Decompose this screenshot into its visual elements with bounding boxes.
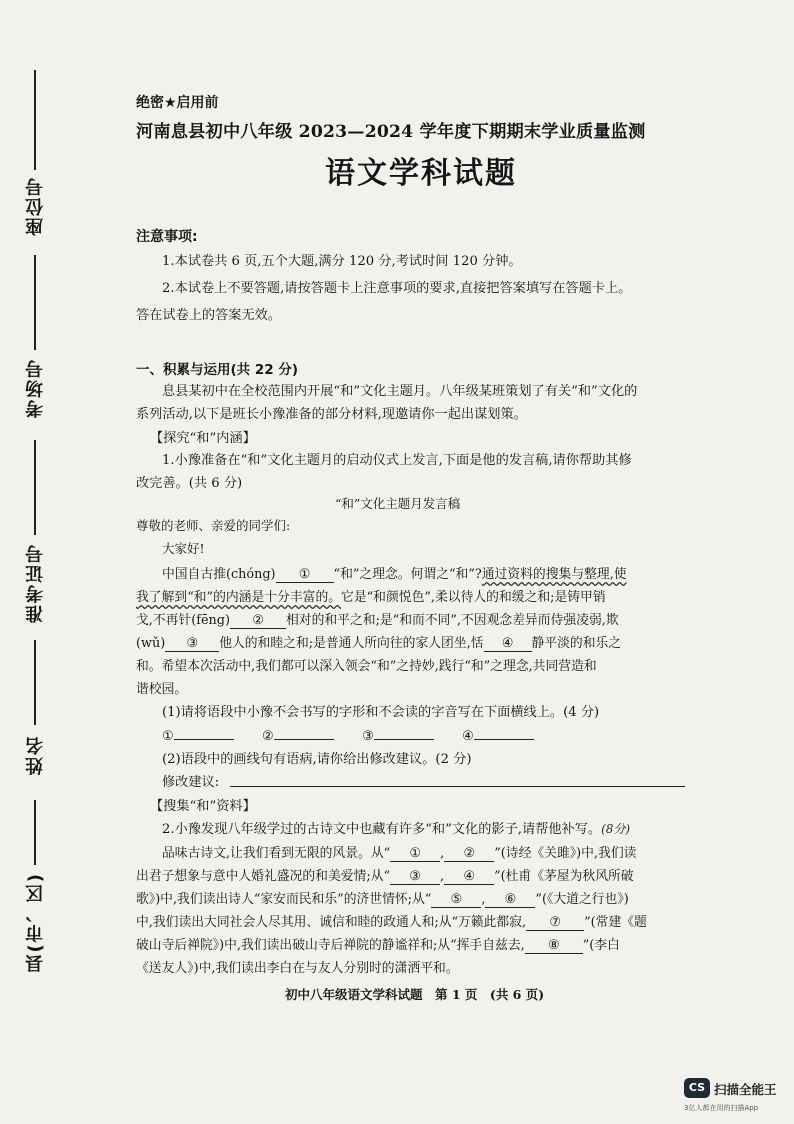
poem-text: ”(常建《题 [584,915,647,930]
comma: , [481,892,486,907]
answer-label-3: ③ [362,729,374,744]
answer-label-2: ② [262,729,274,744]
poem-text: 品味古诗文,让我们看到无限的风景。从“ [162,846,391,861]
blank-2: ② [230,613,286,629]
poem-text: 出君子想象与意中人婚礼盛况的和美爱情;从“ [136,869,390,884]
blank-4: ④ [484,636,532,652]
camscanner-tagline: 3亿人都在用的扫描App [684,1104,759,1112]
exam-room-label: 考场号 [25,358,46,418]
underlined-sentence: 通过资料的搜集与整理,使 [481,567,627,582]
answer-blank-4[interactable] [474,725,534,740]
sub-question-1: (1)请将语段中小豫不会书写的字形和不会读的字音写在下面横线上。(4 分) [162,705,600,720]
speech-text: “和”之理念。何谓之“和”? [333,567,482,582]
sub-question-2: (2)语段中的画线句有语病,请你给出修改建议。(2 分) [162,752,472,767]
intro-line-1: 息县某初中在全校范围内开展“和”文化主题月。八年级某班策划了有关“和”文化的 [162,384,638,399]
poem-text: ”(李白 [582,938,620,953]
speech-line-6: 谐校园。 [136,682,188,697]
poem-text: ”(诗经《关雎》)中,我们读 [494,846,637,861]
underlined-sentence: 我了解到“和”的内涵是十分丰富的。 [136,590,342,605]
answer-label-1: ① [162,729,174,744]
poem-blank-6: ⑥ [485,892,535,908]
blank-1: ① [276,567,334,583]
suggestion-line[interactable] [230,786,685,787]
poem-blank-3: ③ [390,869,440,885]
poem-blank-5: ⑤ [431,892,481,908]
note-3: 答在试卷上的答案无效。 [136,308,282,323]
section-heading: 一、积累与运用(共 22 分) [136,362,299,378]
poem-text: ”(杜甫《茅屋为秋风所破 [494,869,634,884]
question-1-line-1: 1.小豫准备在“和”文化主题月的启动仪式上发言,下面是他的发言稿,请你帮助其修 [162,453,632,468]
poem-line-5 [136,934,620,954]
county-line [34,800,36,865]
exam-title: 河南息县初中八年级 2023—2024 学年度下期期末学业质量监测 [136,122,646,142]
poem-line-2 [136,865,634,885]
poem-line-1 [162,842,636,862]
question-2 [162,818,630,837]
poem-line-4 [136,911,647,931]
poem-text: 破山寺后禅院》)中,我们读出破山寺后禅院的静谧祥和;从“挥手自兹去, [136,938,525,953]
answer-label-4: ④ [462,729,474,744]
comma: , [440,869,445,884]
page-footer: 初中八年级语文学科试题 第 1 页 (共 6 页) [285,987,545,1002]
speech-text: 他人的和睦之和;是普通人所向往的家人团坐,恬 [219,636,484,651]
poem-line-3 [136,888,629,908]
speech-line-2 [136,586,606,605]
poem-blank-1: ① [390,846,440,862]
poem-blank-8: ⑧ [525,938,583,954]
room-line [34,255,36,350]
speech-title: “和”文化主题月发言稿 [335,496,461,511]
student-name-label: 姓名 [25,735,46,775]
question-1-line-2: 改完善。(共 6 分) [136,476,243,491]
ticket-line [34,440,36,535]
answer-blank-3[interactable] [374,725,434,740]
poem-blank-7: ⑦ [526,915,584,931]
speech-text: 它是“和颜悦色”,柔以待人的和缓之和;是铸甲销 [341,590,606,605]
answer-blank-1[interactable] [174,725,234,740]
poem-blank-2: ② [444,846,494,862]
suggestion-label: 修改建议: [162,775,220,790]
note-1: 1.本试卷共 6 页,五个大题,满分 120 分,考试时间 120 分钟。 [162,254,522,269]
name-line [34,640,36,725]
secret-label: 绝密★启用前 [136,95,219,111]
speech-greeting: 尊敬的老师、亲爱的同学们: [136,518,291,533]
speech-text: 静平淡的和乐之 [531,636,622,651]
question-2-text: 2.小豫发现八年级学过的古诗文中也藏有许多“和”文化的影子,请帮他补写。 [162,822,602,837]
poem-text: 歌》)中,我们读出诗人“家安而民和乐”的济世情怀;从“ [136,892,432,907]
speech-line-5: 和。希望本次活动中,我们都可以深入领会“和”之持妙,践行“和”之理念,共同营造和 [136,659,597,674]
answer-blank-2[interactable] [274,725,334,740]
camscanner-logo-icon: CS [684,1078,710,1098]
poem-text: 中,我们读出大同社会人尽其用、诚信和睦的政通人和;从“万籁此都寂, [136,915,527,930]
poem-blank-4: ④ [444,869,494,885]
tag-explore: 【探究“和”内涵】 [150,431,256,446]
note-2: 2.本试卷上不要答题,请按答题卡上注意事项的要求,直接把答案填写在答题卡上。 [162,281,632,296]
tag-collect: 【搜集“和”资料】 [150,799,256,814]
comma: , [440,846,445,861]
speech-text: (wǔ) [136,636,166,651]
intro-line-2: 系列活动,以下是班长小豫准备的部分材料,现邀请你一起出谋划策。 [136,407,527,422]
ticket-number-label: 准考证号 [25,543,46,623]
blank-3: ③ [165,636,219,652]
speech-line-4 [136,632,621,652]
speech-text: 戈,不再针(fēng) [136,613,230,628]
speech-line-3 [136,609,619,629]
answer-blanks [162,725,534,744]
speech-hello: 大家好! [162,541,205,556]
speech-line-1 [162,563,627,583]
speech-text: 中国自古推(chóng) [162,567,276,582]
notes-heading: 注意事项: [136,229,198,245]
question-2-score: (8分) [601,822,631,836]
camscanner-name: 扫描全能王 [714,1082,777,1097]
subject-title: 语文学科试题 [325,156,517,191]
poem-text: ”(《大道之行也》) [535,892,629,907]
seat-number-label: 座位号 [25,176,46,236]
seat-line [34,70,36,170]
speech-text: 相对的和平之和;是“和而不同”,不因观念差异而侍强凌弱,欺 [285,613,619,628]
poem-line-6: 《送友人》)中,我们读出李白在与友人分别时的潇洒平和。 [136,961,459,976]
county-label: 县(市、区) [25,872,46,973]
